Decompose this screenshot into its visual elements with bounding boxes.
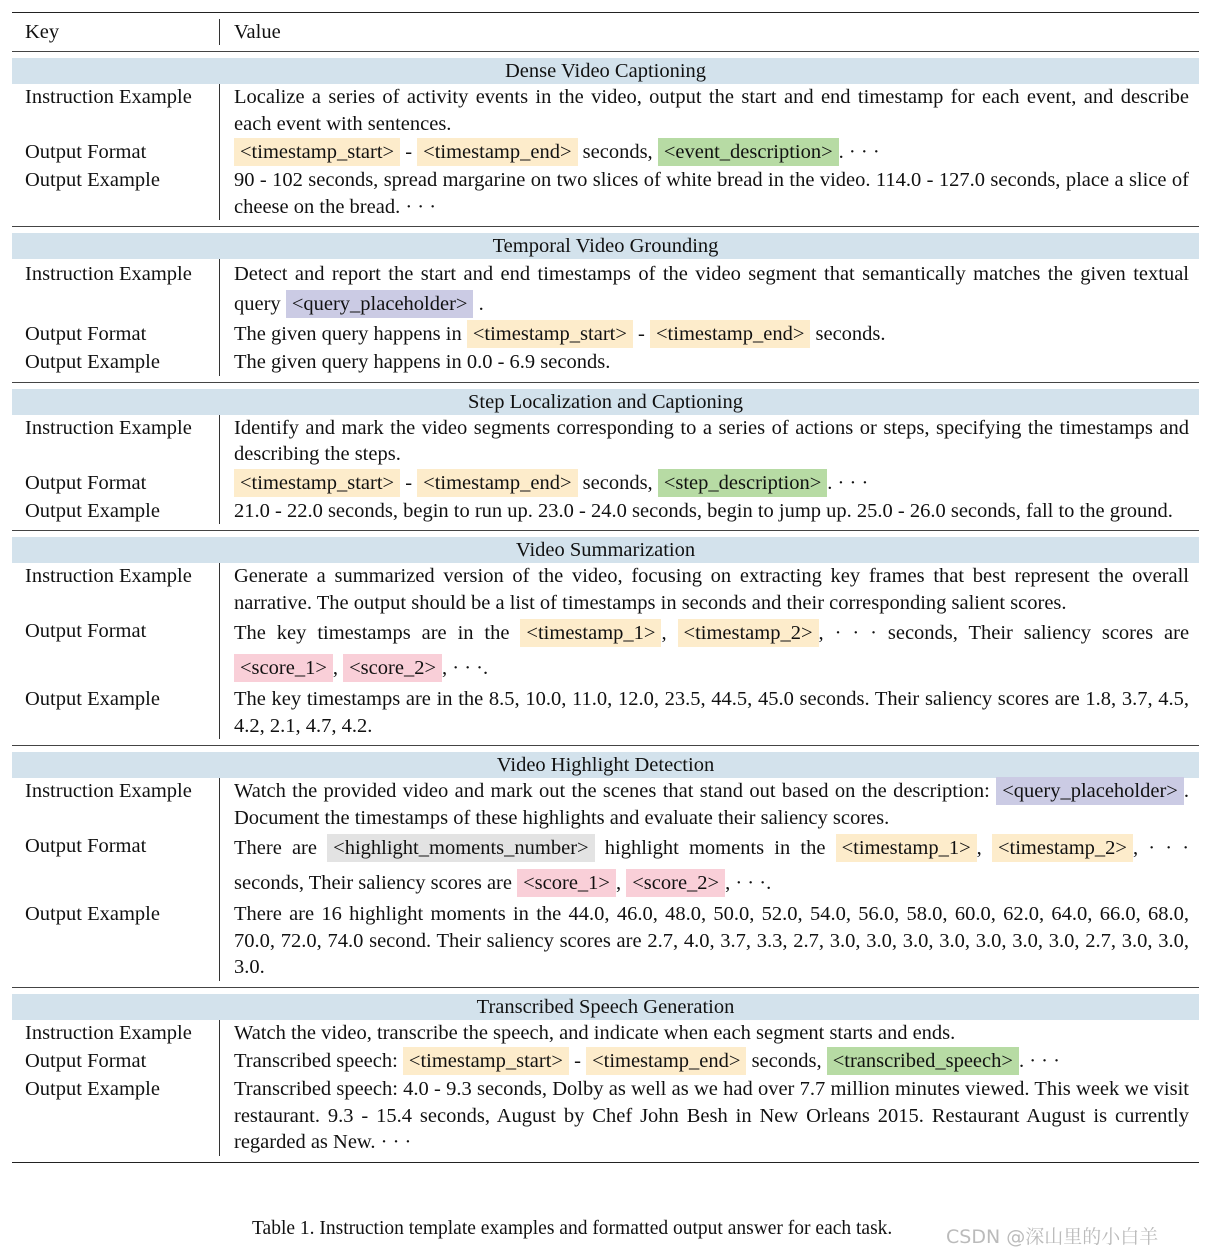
example-text: Transcribed speech: 4.0 - 9.3 seconds, Dolby as well as we had over 7.7 million minutes viewed. This week we visit restaurant. 9.3 - 15.4 seconds, August by Chef John Besh in New Orleans 2015. Restaurant August is currently regarded as New. · · · (234, 1078, 1189, 1153)
instruction-text: Watch the video, transcribe the speech, and indicate when each segment starts and ends. (234, 1021, 956, 1044)
section-title: Video Highlight Detection (12, 752, 1199, 778)
section-title: Step Localization and Captioning (12, 389, 1199, 415)
bottom-rule (12, 1162, 1199, 1163)
instruction-text: Identify and mark the video segments corresponding to a series of actions or steps, specifying the timestamps and describing the steps. (234, 416, 1189, 465)
format-post: seconds. (815, 323, 886, 345)
step-description-tag: <step_description> (658, 469, 827, 497)
section-rule (12, 745, 1199, 746)
timestamp-end-tag: <timestamp_end> (417, 138, 577, 166)
row-key: Output Format (12, 1046, 220, 1076)
row-key: Output Example (12, 686, 220, 739)
row-key: Output Format (12, 137, 220, 167)
ellipsis: · · · (848, 141, 880, 163)
row-key: Output Example (12, 498, 220, 525)
ellipsis: · · · (452, 657, 483, 679)
period: . (478, 293, 484, 315)
ellipsis: · · · (1029, 1050, 1060, 1072)
ellipsis: · · · (834, 622, 877, 644)
highlight-count-tag: <highlight_moments_number> (327, 834, 594, 862)
format-row (12, 831, 1199, 901)
table-header (12, 13, 1199, 51)
section-rule (12, 226, 1199, 227)
ellipsis: · · · (837, 471, 869, 494)
row-key: Instruction Example (12, 1020, 220, 1047)
row-key: Output Example (12, 167, 220, 220)
seconds-text: seconds, (582, 471, 653, 494)
section-title: Dense Video Captioning (12, 58, 1199, 84)
section-transcribed-speech (12, 994, 1199, 1163)
format-value (220, 137, 1199, 167)
score-1-tag: <score_1> (234, 654, 333, 682)
format-pre: The key timestamps are in the (234, 622, 510, 644)
format-row (12, 616, 1199, 686)
timestamp-1-tag: <timestamp_1> (836, 834, 977, 862)
section-video-summarization (12, 537, 1199, 746)
period: . (838, 141, 844, 163)
row-key: Output Format (12, 468, 220, 498)
example-text: The given query happens in 0.0 - 6.9 seconds. (234, 351, 611, 373)
dash: - (638, 323, 645, 345)
dash: - (405, 141, 413, 163)
instruction-table (12, 12, 1199, 1163)
format-pre: Transcribed speech: (234, 1050, 398, 1072)
timestamp-start-tag: <timestamp_start> (234, 469, 400, 497)
table-caption: Table 1. Instruction template examples and formatted output answer for each task. (252, 1218, 893, 1239)
seconds-text: seconds, (582, 141, 653, 163)
timestamp-1-tag: <timestamp_1> (520, 619, 661, 647)
instruction-main: Detect and report the start and end timestamps of the video segment that semantically matches the given textual query (234, 263, 1189, 315)
instruction-row (12, 259, 1199, 319)
query-placeholder-tag: <query_placeholder> (286, 290, 474, 318)
instruction-text (220, 778, 1199, 831)
row-key: Output Format (12, 319, 220, 349)
format-row (12, 468, 1199, 498)
example-row (12, 349, 1199, 376)
seconds-text: seconds, (751, 1050, 822, 1072)
example-text: There are 16 highlight moments in the 44.0, 46.0, 48.0, 50.0, 52.0, 54.0, 56.0, 58.0, 60.0, 62.0, 64.0, 66.0, 68.0, 70.0, 72.0, 74.0 second. Their saliency scores are 2.7, 4.0, 3.7, 3.3, 2.7, 3.0, 3.0, 3.0, 3.0, 3.0, 3.0, 3.0, 2.7, 3.0, 3.0, 3.0. (234, 903, 1189, 978)
row-key: Instruction Example (12, 259, 220, 319)
timestamp-end-tag: <timestamp_end> (417, 469, 577, 497)
instruction-row (12, 563, 1199, 616)
section-step-localization (12, 389, 1199, 532)
instruction-row (12, 1020, 1199, 1047)
period: . (1018, 1050, 1025, 1072)
timestamp-2-tag: <timestamp_2> (992, 834, 1133, 862)
instruction-row (12, 84, 1199, 137)
section-temporal-video-grounding (12, 233, 1199, 383)
row-key: Instruction Example (12, 415, 220, 468)
header-value: Value (234, 21, 281, 43)
instruction-text: Generate a summarized version of the video, focusing on extracting key frames that best represent the overall narrative. The output should be a list of timestamps in seconds and their corresponding salient scores. (234, 565, 1189, 614)
section-rule (12, 382, 1199, 383)
header-key: Key (12, 19, 220, 45)
header-rule (12, 51, 1199, 52)
instruction-row (12, 778, 1199, 831)
format-value: There are <highlight_moments_number> highlight moments in the <timestamp_1> , <timestamp_2> , · · · seconds, Their saliency scores are <score_1> , <score_2> , · · ·. (220, 831, 1199, 901)
row-key: Output Format (12, 831, 220, 901)
section-title: Transcribed Speech Generation (12, 994, 1199, 1020)
instruction-post: . Document the timestamps of these highlights and evaluate their saliency scores. (234, 780, 1189, 829)
query-placeholder-tag: <query_placeholder> (996, 777, 1184, 805)
format-mid1: highlight moments in the (604, 837, 826, 859)
format-value (220, 468, 1199, 498)
example-row (12, 901, 1199, 981)
score-2-tag: <score_2> (343, 654, 442, 682)
row-key: Output Example (12, 1076, 220, 1156)
score-2-tag: <score_2> (626, 869, 725, 897)
section-dense-video-captioning (12, 58, 1199, 227)
example-text: 21.0 - 22.0 seconds, begin to run up. 23.0 - 24.0 seconds, begin to jump up. 25.0 - 26.0 seconds, fall to the ground. (234, 499, 1173, 522)
example-text: 90 - 102 seconds, spread margarine on two slices of white bread in the video. 114.0 - 127.0 seconds, place a slice of cheese on the bread. · · · (234, 169, 1189, 218)
format-row (12, 137, 1199, 167)
example-row (12, 498, 1199, 525)
format-mid2: seconds, Their saliency scores are (234, 872, 512, 894)
timestamp-start-tag: <timestamp_start> (403, 1047, 569, 1075)
timestamp-end-tag: <timestamp_end> (650, 320, 810, 348)
row-key: Output Example (12, 901, 220, 981)
section-video-highlight-detection (12, 752, 1199, 988)
example-text: The key timestamps are in the 8.5, 10.0, 11.0, 12.0, 23.5, 44.5, 45.0 seconds. Their saliency scores are 1.8, 3.7, 4.5, 4.2, 2.1, 4.7, 4.2. (234, 688, 1189, 737)
format-mid: seconds, Their saliency scores are (887, 622, 1190, 644)
instruction-text: Localize a series of activity events in the video, output the start and end timestamp for each event, and describe each event with sentences. (234, 86, 1189, 135)
example-row (12, 1076, 1199, 1156)
ellipsis: · · · (735, 872, 767, 894)
format-value (220, 1046, 1199, 1076)
example-row (12, 686, 1199, 739)
section-rule (12, 987, 1199, 988)
section-title: Temporal Video Grounding (12, 233, 1199, 259)
timestamp-2-tag: <timestamp_2> (678, 619, 819, 647)
format-row (12, 319, 1199, 349)
dash: - (405, 471, 413, 494)
format-pre: There are (234, 837, 317, 859)
instruction-text (220, 259, 1199, 319)
format-row (12, 1046, 1199, 1076)
instruction-main: Watch the provided video and mark out the scenes that stand out based on the description: (234, 780, 990, 802)
row-key: Instruction Example (12, 84, 220, 137)
format-value (220, 319, 1199, 349)
event-description-tag: <event_description> (658, 138, 839, 166)
example-row (12, 167, 1199, 220)
watermark: CSDN @深山里的小白羊 (946, 1226, 1159, 1248)
row-key: Instruction Example (12, 563, 220, 616)
dash: - (574, 1050, 581, 1072)
timestamp-start-tag: <timestamp_start> (234, 138, 400, 166)
section-title: Video Summarization (12, 537, 1199, 563)
score-1-tag: <score_1> (517, 869, 616, 897)
section-rule (12, 530, 1199, 531)
row-key: Instruction Example (12, 778, 220, 831)
timestamp-start-tag: <timestamp_start> (467, 320, 633, 348)
format-value: The key timestamps are in the <timestamp_1> , <timestamp_2> , · · · seconds, Their saliency scores are <score_1> , <score_2> , · · ·. (220, 616, 1199, 686)
format-pre: The given query happens in (234, 323, 462, 345)
period: . (827, 471, 833, 494)
transcribed-speech-tag: <transcribed_speech> (827, 1047, 1019, 1075)
instruction-row (12, 415, 1199, 468)
row-key: Output Example (12, 349, 220, 376)
row-key: Output Format (12, 616, 220, 686)
ellipsis: · · · (1148, 837, 1190, 859)
timestamp-end-tag: <timestamp_end> (586, 1047, 746, 1075)
